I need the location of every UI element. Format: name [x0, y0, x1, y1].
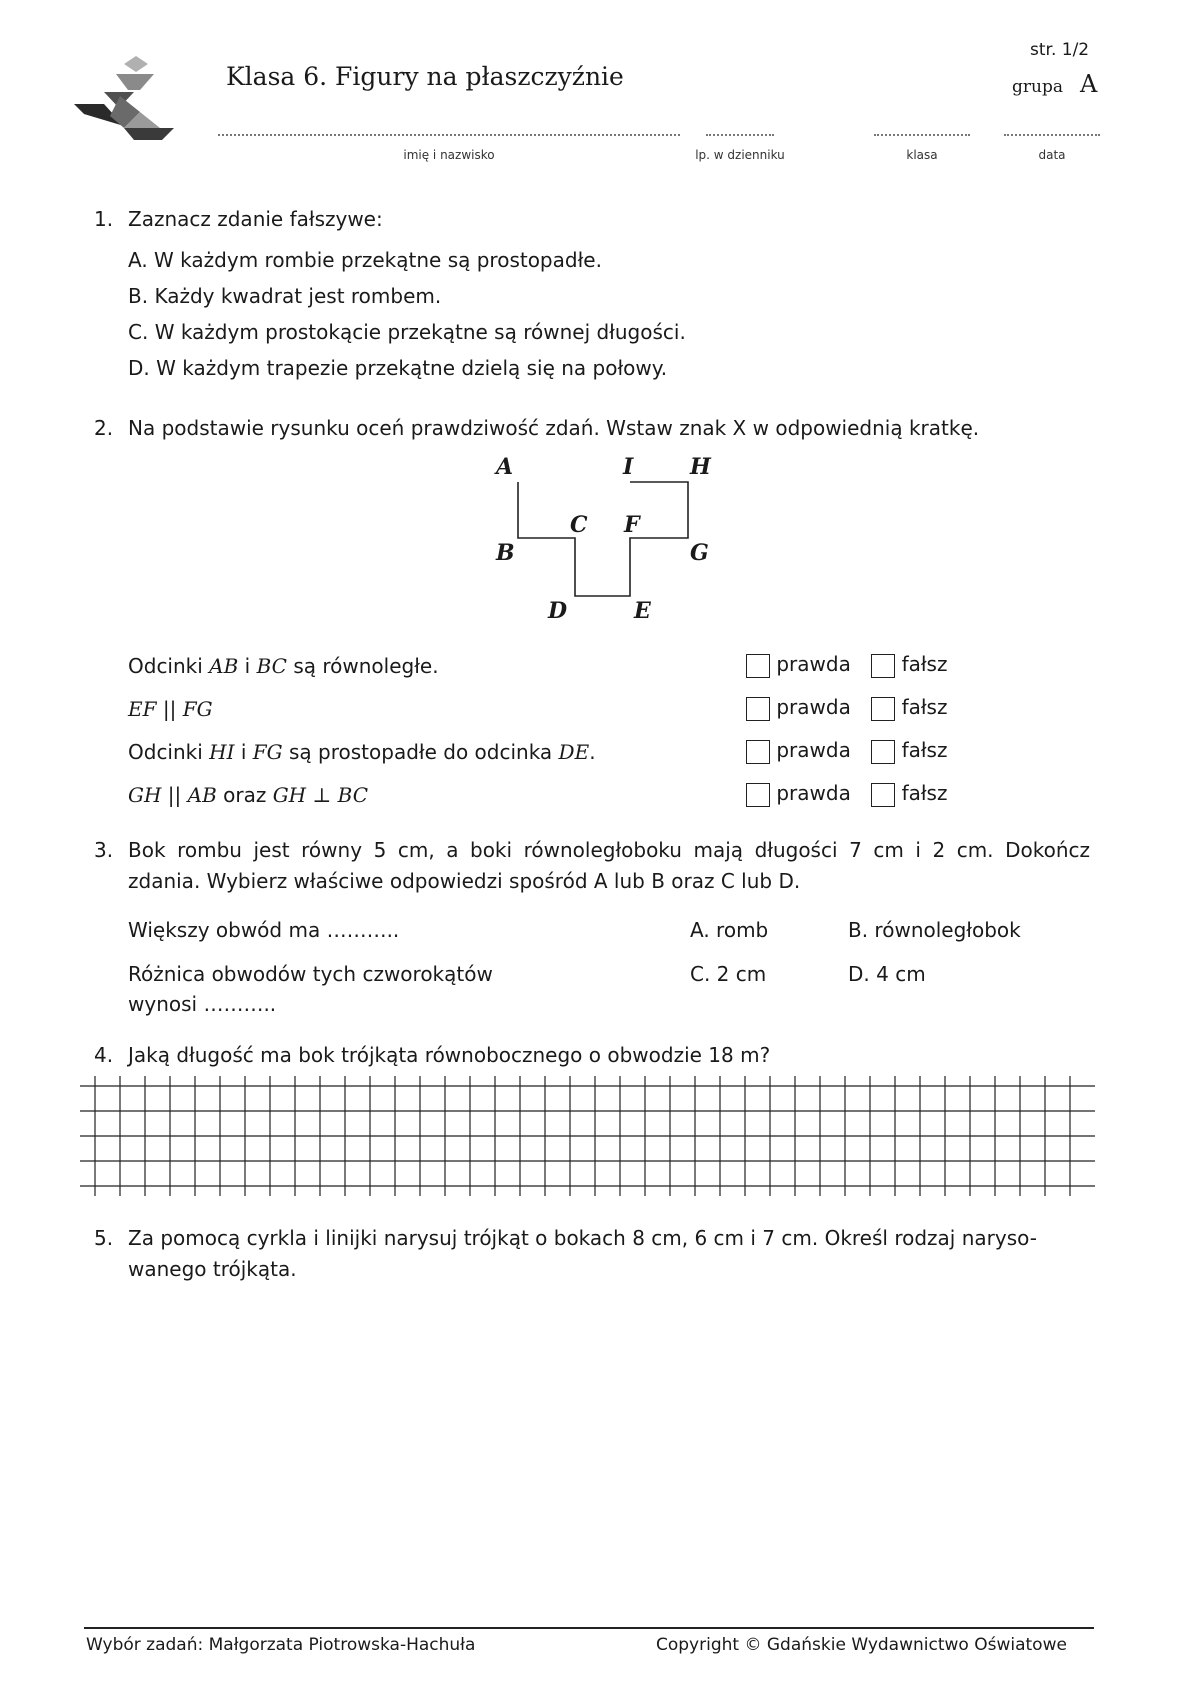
q1-option-text: W każdym trapezie przekątne dzielą się na połowy. [156, 356, 668, 380]
q1-option-letter: C. [128, 320, 149, 344]
class-field[interactable] [874, 134, 970, 136]
q1-option-letter: D. [128, 356, 150, 380]
true-label: prawda [776, 695, 851, 719]
q3-option-c[interactable]: C. 2 cm [690, 962, 767, 986]
label-e: E [634, 598, 651, 624]
true-label: prawda [776, 781, 851, 805]
false-checkbox[interactable] [871, 654, 895, 678]
q5-number: 5. [94, 1226, 114, 1250]
false-checkbox[interactable] [871, 783, 895, 807]
q2-number: 2. [94, 416, 114, 440]
q2-answer-row-2 [746, 695, 947, 721]
q2-statement-4: GH || AB oraz GH ⊥ BC [128, 783, 369, 807]
q2-figure [480, 450, 740, 630]
date-field[interactable] [1004, 134, 1100, 136]
class-label: klasa [906, 148, 938, 162]
true-checkbox[interactable] [746, 783, 770, 807]
q1-option-a[interactable] [128, 248, 602, 272]
q2-statement-2: EF || FG [128, 697, 213, 721]
q2-answer-row-1 [746, 652, 947, 678]
q2-answer-row-3 [746, 738, 947, 764]
label-h: H [690, 454, 711, 480]
q2-answer-row-4 [746, 781, 947, 807]
q3-option-b[interactable]: B. równoległobok [848, 918, 1021, 942]
label-g: G [690, 540, 709, 566]
true-label: prawda [776, 652, 851, 676]
false-checkbox[interactable] [871, 740, 895, 764]
date-label: data [1038, 148, 1066, 162]
footer-copyright: Copyright © Gdańskie Wydawnictwo Oświatowe [656, 1635, 1067, 1655]
q3-sentence-2a: Różnica obwodów tych czworokątów [128, 962, 493, 986]
footer-divider [84, 1627, 1094, 1629]
label-i: I [623, 454, 634, 480]
q3-option-d[interactable]: D. 4 cm [848, 962, 926, 986]
q1-text: Zaznacz zdanie fałszywe: [128, 207, 383, 231]
false-label: fałsz [901, 695, 948, 719]
q5-text-line-1: Za pomocą cyrkla i linijki narysuj trójkąt o bokach 8 cm, 6 cm i 7 cm. Określ rodzaj naryso- [128, 1226, 1037, 1250]
label-d: D [548, 598, 568, 624]
group-value: A [1080, 70, 1098, 98]
group-label: grupa [1012, 77, 1063, 97]
q5-text-line-2: wanego trójkąta. [128, 1257, 297, 1281]
name-field[interactable] [218, 134, 680, 136]
false-label: fałsz [901, 781, 948, 805]
q4-text: Jaką długość ma bok trójkąta równobocznego o obwodzie 18 m? [128, 1043, 771, 1067]
q3-text-line-2: zdania. Wybierz właściwe odpowiedzi spośród A lub B oraz C lub D. [128, 869, 801, 893]
name-field-label: imię i nazwisko [403, 148, 495, 162]
figure-outline [518, 482, 688, 596]
q3-sentence-2b: wynosi ……….. [128, 992, 277, 1016]
q3-sentence-1: Większy obwód ma ……….. [128, 918, 400, 942]
q4-number: 4. [94, 1043, 114, 1067]
q2-statement-3: Odcinki HI i FG są prostopadłe do odcinka DE. [128, 740, 596, 764]
q1-option-text: Każdy kwadrat jest rombem. [154, 284, 442, 308]
q2-statement-1: Odcinki AB i BC są równoległe. [128, 654, 439, 678]
q1-number: 1. [94, 207, 114, 231]
true-label: prawda [776, 738, 851, 762]
page-title: Klasa 6. Figury na płaszczyźnie [226, 62, 624, 91]
true-checkbox[interactable] [746, 654, 770, 678]
q1-option-text: W każdym prostokącie przekątne są równej długości. [154, 320, 686, 344]
q1-option-b[interactable] [128, 284, 441, 308]
false-label: fałsz [901, 738, 948, 762]
q1-option-letter: A. [128, 248, 148, 272]
label-f: F [624, 512, 640, 538]
q3-option-a[interactable]: A. romb [690, 918, 769, 942]
page-number: str. 1/2 [1030, 40, 1090, 60]
q2-text: Na podstawie rysunku oceń prawdziwość zdań. Wstaw znak X w odpowiednią kratkę. [128, 416, 980, 440]
false-checkbox[interactable] [871, 697, 895, 721]
q1-option-c[interactable] [128, 320, 686, 344]
q1-option-text: W każdym rombie przekątne są prostopadłe. [154, 248, 602, 272]
answer-grid[interactable] [80, 1076, 1100, 1196]
register-number-field[interactable] [706, 134, 774, 136]
true-checkbox[interactable] [746, 740, 770, 764]
true-checkbox[interactable] [746, 697, 770, 721]
label-c: C [570, 512, 588, 538]
false-label: fałsz [901, 652, 948, 676]
label-a: A [496, 454, 514, 480]
publisher-logo [74, 56, 184, 146]
register-number-label: lp. w dzienniku [695, 148, 785, 162]
footer-author: Wybór zadań: Małgorzata Piotrowska-Hachuła [86, 1635, 476, 1655]
q3-number: 3. [94, 838, 114, 862]
q1-option-letter: B. [128, 284, 149, 308]
label-b: B [496, 540, 515, 566]
q3-text-line-1: Bok rombu jest równy 5 cm, a boki równoległoboku mają długości 7 cm i 2 cm. Dokończ [128, 838, 1090, 862]
q1-option-d[interactable] [128, 356, 667, 380]
